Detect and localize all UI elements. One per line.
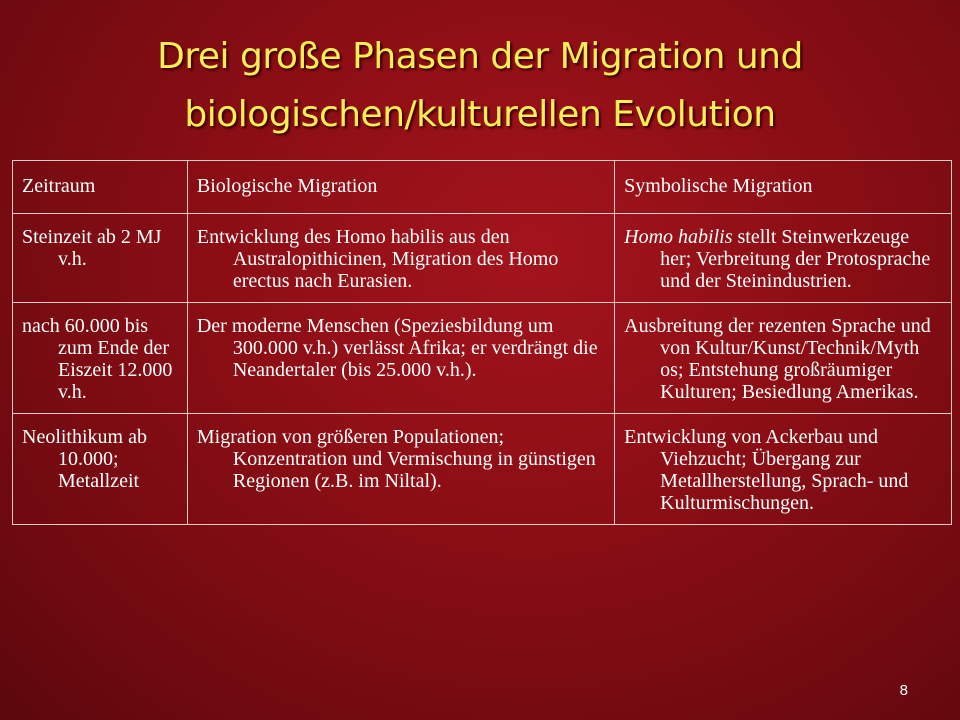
table-row [13, 414, 952, 525]
header-biologische-migration: Biologische Migration [187, 161, 614, 214]
period-text: Neolithikum ab 10.000; Metallzeit [22, 426, 147, 492]
biological-text: Der moderne Menschen (Speziesbildung um 300.000 v.h.) verlässt Afrika; er verdrängt die Neandertaler (bis 25.000 v.h.). [196, 315, 598, 381]
table-cell-symbolic [615, 214, 952, 303]
period-text: nach 60.000 bis zum Ende der Eiszeit 12.000 v.h. [22, 315, 173, 403]
biological-text: Migration von größeren Populationen; Konzentration und Vermischung in günstigen Regionen (z.B. im Niltal). [196, 426, 596, 492]
table-cell-symbolic [615, 414, 952, 525]
table-cell-period [13, 414, 188, 525]
symbolic-text [624, 226, 943, 292]
table-row [13, 214, 952, 303]
table-header-row [13, 161, 952, 214]
slide-title [0, 28, 960, 144]
header-zeitraum: Zeitraum [13, 161, 188, 214]
table-cell-symbolic [615, 303, 952, 414]
table-cell-biological [187, 414, 614, 525]
table-cell-biological [187, 303, 614, 414]
period-text: Steinzeit ab 2 MJ v.h. [22, 226, 162, 270]
symbolic-text: Ausbreitung der rezenten Sprache und von Kultur/Kunst/Technik/Myth os; Entstehung großräumiger Kulturen; Besiedlung Amerikas. [624, 315, 931, 403]
symbolic-text: Entwicklung von Ackerbau und Viehzucht; Übergang zur Metallherstellung, Sprach- und Kulturmischungen. [624, 426, 909, 514]
slide-title-line-1: Drei große Phasen der Migration und [157, 36, 803, 77]
table-cell-period [13, 303, 188, 414]
migration-phases-table [12, 160, 952, 525]
table-cell-biological [187, 214, 614, 303]
biological-text: Entwicklung des Homo habilis aus den Australopithicinen, Migration des Homo erectus nach Eurasien. [196, 226, 559, 292]
symbolic-italic-text: Homo habilis [624, 226, 733, 248]
header-symbolische-migration: Symbolische Migration [615, 161, 952, 214]
slide-title-line-2: biologischen/kulturellen Evolution [184, 94, 776, 135]
table-cell-period [13, 214, 188, 303]
symbolic-rest-text: stellt Steinwerkzeuge her; Verbreitung der Protosprache und der Steinindustrien. [660, 226, 931, 292]
page-number: 8 [899, 682, 908, 699]
table-row [13, 303, 952, 414]
